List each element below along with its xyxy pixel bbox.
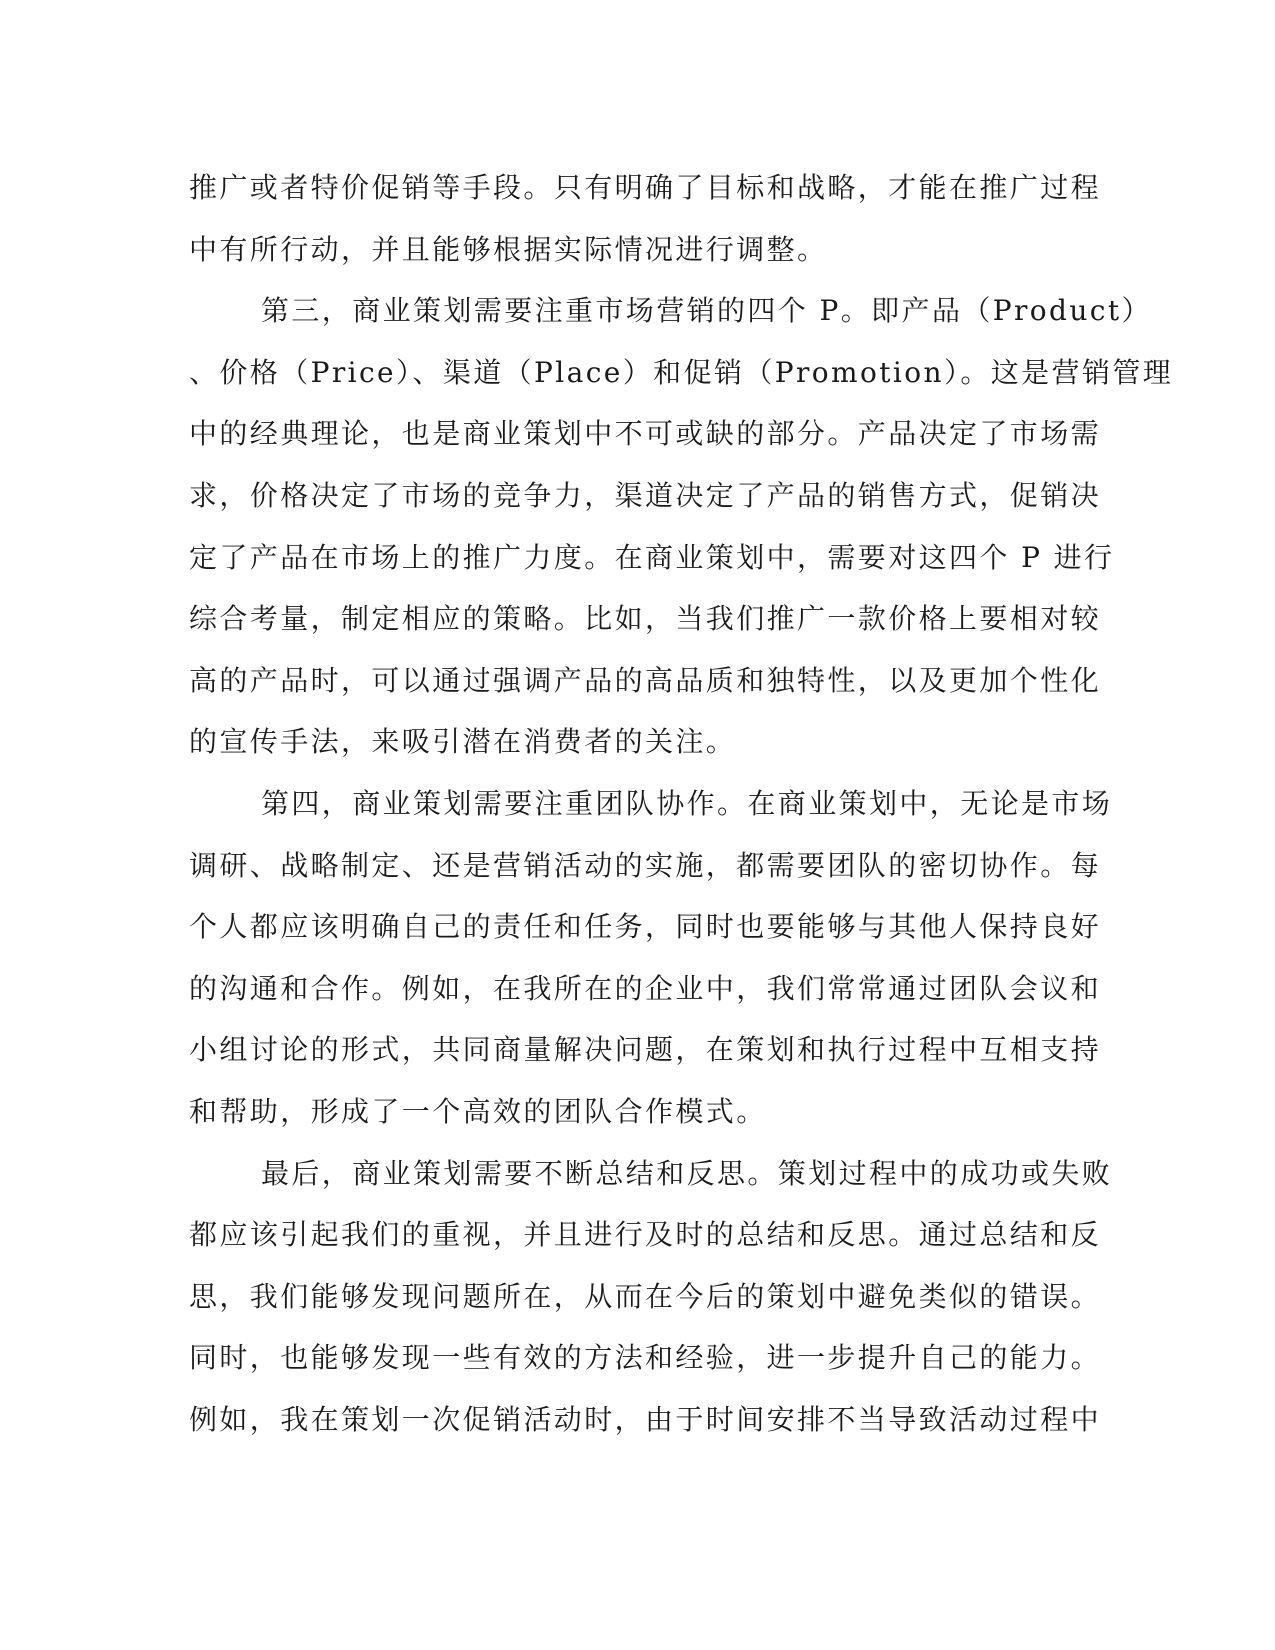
text-line: 第三，商业策划需要注重市场营销的四个 P。即产品（Product） [261, 294, 1152, 328]
text-line: 同时，也能够发现一些有效的方法和经验，进一步提升自己的能力。 [189, 1341, 1102, 1375]
text-line: 思，我们能够发现问题所在，从而在今后的策划中避免类似的错误。 [189, 1279, 1102, 1313]
paragraph-continued [189, 157, 1102, 280]
paragraph-teamwork [189, 773, 1113, 1143]
text-line: 的沟通和合作。例如，在我所在的企业中，我们常常通过团队会议和 [189, 971, 1102, 1005]
text-line: 调研、战略制定、还是营销活动的实施，都需要团队的密切协作。每 [189, 848, 1102, 882]
text-line: 小组讨论的形式，共同商量解决问题，在策划和执行过程中互相支持 [189, 1033, 1102, 1067]
paragraph-four-p [189, 280, 1174, 773]
text-line: 第四，商业策划需要注重团队协作。在商业策划中，无论是市场 [261, 786, 1113, 820]
text-line: 和帮助，形成了一个高效的团队合作模式。 [189, 1094, 767, 1128]
text-line: 都应该引起我们的重视，并且进行及时的总结和反思。通过总结和反 [189, 1218, 1102, 1252]
text-line: 中有所行动，并且能够根据实际情况进行调整。 [189, 232, 828, 266]
text-line: 的宣传手法，来吸引潜在消费者的关注。 [189, 725, 737, 759]
paragraph-reflection [189, 1143, 1113, 1451]
text-line: 综合考量，制定相应的策略。比如，当我们推广一款价格上要相对较 [189, 602, 1102, 636]
text-line: 个人都应该明确自己的责任和任务，同时也要能够与其他人保持良好 [189, 910, 1102, 944]
text-line: 最后，商业策划需要不断总结和反思。策划过程中的成功或失败 [261, 1156, 1113, 1190]
text-line: 例如，我在策划一次促销活动时，由于时间安排不当导致活动过程中 [189, 1402, 1102, 1436]
body-text [189, 157, 1174, 1450]
text-line: 中的经典理论，也是商业策划中不可或缺的部分。产品决定了市场需 [189, 417, 1102, 451]
text-line: 、价格（Price）、渠道（Place）和促销（Promotion）。这是营销管理 [189, 355, 1174, 389]
text-line: 高的产品时，可以通过强调产品的高品质和独特性，以及更加个性化 [189, 663, 1102, 697]
text-line: 定了产品在市场上的推广力度。在商业策划中，需要对这四个 P 进行 [189, 540, 1115, 574]
text-line: 推广或者特价促销等手段。只有明确了目标和战略，才能在推广过程 [189, 171, 1102, 204]
text-line: 求，价格决定了市场的竞争力，渠道决定了产品的销售方式，促销决 [189, 478, 1102, 512]
